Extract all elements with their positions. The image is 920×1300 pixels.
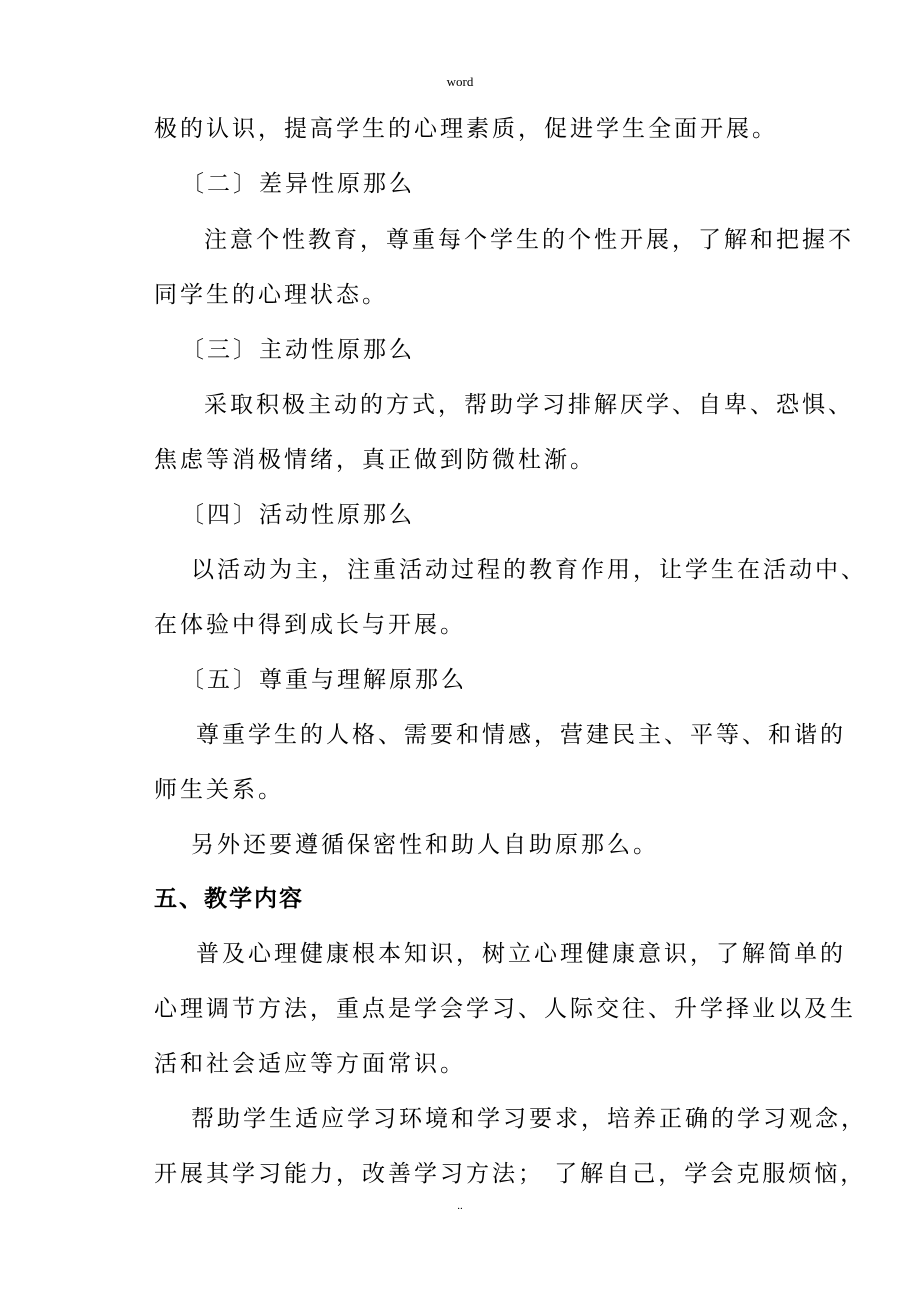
section-subheading: 〔五〕尊重与理解原那么 (181, 667, 467, 693)
text-line: 活和社会适应等方面常识。 (154, 1051, 466, 1077)
text-line: 帮助学生适应学习环境和学习要求，培养正确的学习观念， (191, 1106, 867, 1132)
text-line: 以活动为主，注重活动过程的教育作用，让学生在活动中、 (191, 557, 867, 583)
text-line: 极的认识，提高学生的心理素质，促进学生全面开展。 (154, 116, 778, 142)
text-line: 心理调节方法，重点是学会学习、人际交往、升学择业以及生 (154, 996, 856, 1022)
text-line: 同学生的心理状态。 (154, 282, 388, 308)
section-subheading: 〔三〕主动性原那么 (181, 337, 415, 363)
text-line: 注意个性教育，尊重每个学生的个性开展，了解和把握不 (204, 227, 854, 253)
text-line: 另外还要遵循保密性和助人自助原那么。 (191, 832, 659, 858)
section-heading: 五、教学内容 (154, 885, 304, 912)
text-line: 在体验中得到成长与开展。 (154, 612, 466, 638)
page-footer: .. (457, 1200, 463, 1212)
section-subheading: 〔二〕差异性原那么 (181, 171, 415, 197)
text-line: 师生关系。 (154, 777, 284, 803)
text-line: 尊重学生的人格、需要和情感，营建民主、平等、和谐的 (196, 722, 846, 748)
text-line: 采取积极主动的方式，帮助学习排解厌学、自卑、恐惧、 (204, 392, 854, 418)
text-line: 焦虑等消极情绪，真正做到防微杜渐。 (154, 447, 596, 473)
text-line: 普及心理健康根本知识，树立心理健康意识，了解简单的 (196, 941, 846, 967)
page-header: word (446, 74, 474, 89)
section-subheading: 〔四〕活动性原那么 (181, 502, 415, 528)
text-line: 开展其学习能力，改善学习方法； 了解自己，学会克服烦恼， (154, 1161, 867, 1187)
